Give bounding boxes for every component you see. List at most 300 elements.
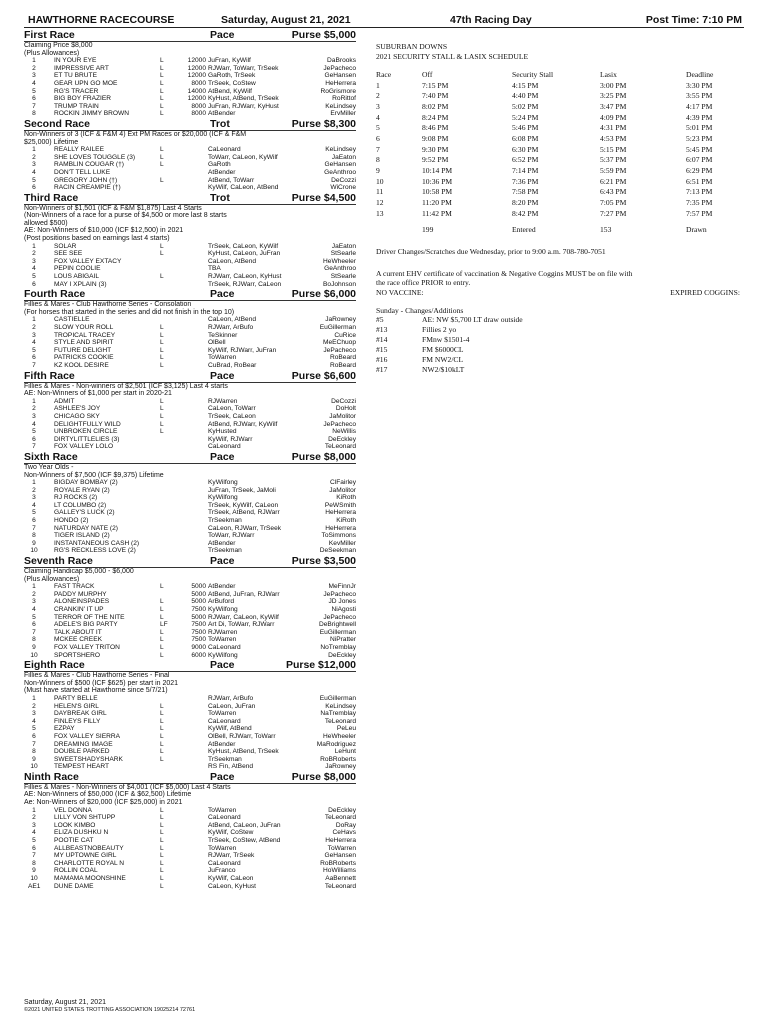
post-position: 4 <box>32 168 36 176</box>
drivers: AtBender <box>208 110 236 118</box>
race-number: #15 <box>376 345 388 355</box>
trainer: GeAnthroo <box>324 265 356 273</box>
horse-name: FOX VALLEY LOLO <box>54 443 114 451</box>
schedule-cell: 7:05 PM <box>600 198 627 208</box>
entry-row <box>24 354 356 362</box>
medication: L <box>160 628 164 636</box>
change-description: FMnw $1501-4 <box>422 335 470 345</box>
entry-row <box>24 652 356 660</box>
medication: L <box>160 102 164 110</box>
drivers: ArBuford <box>208 598 235 606</box>
trainer: WiCrone <box>330 184 356 192</box>
drivers: AtBender <box>208 168 236 176</box>
horse-name: MAMAMA MOONSHINE <box>54 875 126 882</box>
race-gait: Pace <box>210 659 235 672</box>
race-name: Third Race <box>24 191 79 204</box>
change-description: FM NW2/CL <box>422 355 464 365</box>
post-position: 1 <box>32 694 36 702</box>
race-name: Sixth Race <box>24 450 78 463</box>
ehv-note-line1: A current EHV certificate of vaccination & Negative Coggins MUST be on file with <box>376 268 633 278</box>
drivers: TrSeek, KyWilf, CaLeon <box>208 501 279 509</box>
claim-price: 14000 <box>187 87 206 95</box>
post-position: 1 <box>32 146 36 154</box>
entry-row <box>24 852 356 860</box>
entry-row <box>24 598 356 606</box>
claim-price: 12000 <box>187 72 206 80</box>
sunday-change-row <box>376 335 746 345</box>
medication: L <box>160 717 164 725</box>
medication: L <box>160 324 164 331</box>
entry-row <box>24 161 356 169</box>
trainer: RoBRoberts <box>320 755 356 763</box>
claim-price: 5000 <box>191 613 206 621</box>
post-position: 3 <box>32 710 36 718</box>
claim-price: 12000 <box>187 64 206 72</box>
medication: L <box>160 242 164 250</box>
post-position: 6 <box>32 354 36 362</box>
schedule-cell: 9:30 PM <box>422 144 449 154</box>
post-position: 5 <box>32 428 36 436</box>
trainer: StSearle <box>330 273 356 281</box>
schedule-cell: 10:58 PM <box>422 187 453 197</box>
entry-row <box>24 741 356 749</box>
schedule-cell: 9:08 PM <box>422 133 449 143</box>
post-position: 5 <box>32 837 36 845</box>
medication: L <box>160 361 164 369</box>
entry-row <box>24 837 356 845</box>
horse-name: RAMBLIN COUGAR (†) <box>54 161 124 169</box>
drivers: TrSeek, CoStew <box>208 79 256 87</box>
race-gait: Pace <box>210 770 235 783</box>
horse-name: GREGORY JOHN (†) <box>54 176 118 184</box>
schedule-cell: 7 <box>376 144 380 154</box>
trainer: KiRoth <box>336 494 356 502</box>
medication: L <box>160 428 164 436</box>
entry-row <box>24 502 356 510</box>
trainer: HeHerrera <box>325 837 356 845</box>
schedule-column-header: Lasix <box>600 69 617 79</box>
entry-row <box>24 177 356 185</box>
sunday-change-row <box>376 315 746 325</box>
entry-row <box>24 243 356 251</box>
schedule-cell: 3 <box>376 101 380 111</box>
schedule-cell: 4:40 PM <box>512 91 539 101</box>
drivers: KyWilf, RJWarr <box>208 435 253 443</box>
drivers: KyWilf, CoStew <box>208 829 254 837</box>
race-number: #13 <box>376 325 388 335</box>
horse-name: TALK ABOUT IT <box>54 628 102 636</box>
post-position: 9 <box>32 539 36 547</box>
entry-row <box>24 532 356 540</box>
trainer: HeHerrera <box>325 79 356 87</box>
post-position: 9 <box>32 643 36 651</box>
schedule-cell: 7:57 PM <box>686 208 713 218</box>
trainer: ToWarren <box>327 844 356 852</box>
race-conditions: Fillies & Mares - Non-winners of $2,501 (ICF $3,125) Last 4 starts AE: Non-Winners of $1,000 per start in 2020-21 <box>24 382 228 398</box>
entry-row <box>24 184 356 192</box>
medication: L <box>160 273 164 281</box>
drivers: ToWarren <box>208 710 237 718</box>
race-block <box>24 659 356 771</box>
schedule-total-cell: 153 <box>600 225 612 235</box>
race-heading <box>24 451 356 464</box>
horse-name: IMPRESSIVE ART <box>54 64 109 72</box>
drivers: RS Fin, AtBend <box>208 763 254 771</box>
entry-row <box>24 479 356 487</box>
trainer: DaBrooks <box>327 57 356 65</box>
schedule-cell: 4:17 PM <box>686 101 713 111</box>
drivers: AtBender <box>208 740 236 748</box>
medication: L <box>160 405 164 413</box>
entry-row <box>24 591 356 599</box>
drivers: RJWarr, CaLeon, KyHust <box>208 273 282 281</box>
trainer: DeSeekman <box>319 547 356 555</box>
entry-row <box>24 883 356 891</box>
drivers: TrSeekman <box>208 755 242 763</box>
horse-name: UNBROKEN CIRCLE <box>54 428 118 436</box>
drivers: KyHust, AtBend, TrSeek <box>208 748 279 756</box>
post-position: AE1 <box>28 882 41 890</box>
horse-name: SHE LOVES TOUGGLE (3) <box>54 153 136 161</box>
entry-row <box>24 281 356 289</box>
sunday-change-row <box>376 345 746 355</box>
horse-name: SOLAR <box>54 242 77 250</box>
trainer: KevMiller <box>328 539 356 547</box>
post-position: 3 <box>32 494 36 502</box>
schedule-total-cell <box>376 225 422 236</box>
post-position: 8 <box>32 748 36 756</box>
schedule-cell: 3:55 PM <box>686 91 713 101</box>
trainer: JaEaton <box>331 242 356 250</box>
horse-name: CHARLOTTE ROYAL N <box>54 859 124 867</box>
race-purse: Purse $8,000 <box>291 450 356 463</box>
schedule-total-cell: Entered <box>512 225 536 235</box>
post-time: Post Time: 7:10 PM <box>645 14 742 26</box>
medication: L <box>160 57 164 65</box>
schedule-cell: 5:59 PM <box>600 166 627 176</box>
claim-price: 7500 <box>191 606 206 613</box>
trainer: EuGillerman <box>319 628 356 636</box>
post-position: 5 <box>32 273 36 281</box>
entry-row <box>24 860 356 868</box>
horse-name: ADELE'S BIG PARTY <box>54 621 118 629</box>
schedule-table <box>376 69 746 235</box>
post-position: 7 <box>32 852 36 860</box>
trainer: EuGillerman <box>319 324 356 331</box>
horse-name: FOX VALLEY TRITON <box>54 643 120 651</box>
claim-price: 7500 <box>191 636 206 644</box>
schedule-cell: 9:52 PM <box>422 155 449 165</box>
trainer: RoGrismore <box>320 87 356 95</box>
entry-row <box>24 146 356 154</box>
post-position: 4 <box>32 79 36 87</box>
footer <box>24 999 195 1013</box>
schedule-cell: 3:00 PM <box>600 80 627 90</box>
post-position: 5 <box>32 613 36 621</box>
horse-name: LILLY VON SHTUPP <box>54 814 116 822</box>
post-position: 3 <box>32 72 36 80</box>
entry-row <box>24 614 356 622</box>
entry-row <box>24 273 356 281</box>
trainer: CuRice <box>334 331 356 339</box>
entry-row <box>24 436 356 444</box>
entry-row <box>24 517 356 525</box>
post-position: 3 <box>32 598 36 606</box>
schedule-cell: 7:15 PM <box>422 80 449 90</box>
medication: L <box>160 755 164 763</box>
race-purse: Purse $6,600 <box>291 369 356 382</box>
trainer: JePacheco <box>323 64 356 72</box>
schedule-cell: 11 <box>376 187 384 197</box>
race-gait: Trot <box>210 191 230 204</box>
drivers: AtBender <box>208 539 236 547</box>
post-position: 3 <box>32 821 36 829</box>
horse-name: DOUBLE PARKED <box>54 748 110 756</box>
entry-row <box>24 443 356 451</box>
race-gait: Pace <box>210 29 235 41</box>
race-heading <box>24 555 356 568</box>
post-position: 5 <box>32 176 36 184</box>
drivers: KyWilfong <box>208 651 238 659</box>
race-heading <box>24 192 356 205</box>
drivers: CaLeonard <box>208 146 241 154</box>
horse-name: IN YOUR EYE <box>54 57 97 65</box>
schedule-cell: 5:01 PM <box>686 123 713 133</box>
entry-row <box>24 332 356 340</box>
racing-day: 47th Racing Day <box>450 14 532 26</box>
schedule-cell: 3:30 PM <box>686 80 713 90</box>
entry-row <box>24 487 356 495</box>
post-position: 7 <box>32 361 36 369</box>
trainer: NeWillis <box>332 428 356 436</box>
drivers: KyWilfong <box>208 606 238 613</box>
medication: L <box>160 867 164 875</box>
schedule-cell: 6:52 PM <box>512 155 539 165</box>
no-vaccine-label: NO VACCINE: <box>376 287 424 297</box>
post-position: 5 <box>32 725 36 733</box>
trainer: ToSimmons <box>321 532 356 540</box>
trainer: JePacheco <box>323 346 356 354</box>
schedule-cell: 7:14 PM <box>512 166 539 176</box>
drivers: RJWarr, CaLeon, KyWilf <box>208 613 279 621</box>
schedule-cell: 11:42 PM <box>422 208 452 218</box>
medication: L <box>160 346 164 354</box>
entry-row <box>24 748 356 756</box>
race-entries-column <box>24 29 356 890</box>
drivers: TrSeek, RJWarr, CaLeon <box>208 280 282 288</box>
post-position: 3 <box>32 412 36 420</box>
trainer: GeAnthroo <box>324 168 356 176</box>
drivers: OlBell <box>208 339 226 347</box>
horse-name: TRUMP TRAIN <box>54 102 99 110</box>
post-position: 6 <box>32 517 36 525</box>
drivers: KyWilf, CaLeon <box>208 875 254 882</box>
post-position: 6 <box>32 435 36 443</box>
horse-name: PARTY BELLE <box>54 694 98 702</box>
claim-price: 8000 <box>191 102 206 110</box>
drivers: CaLeon, JuFran <box>208 702 256 710</box>
trainer: NiPratter <box>329 636 356 644</box>
race-block <box>24 29 356 118</box>
post-position: 2 <box>32 250 36 258</box>
race-gait: Pace <box>210 555 235 568</box>
schedule-cell: 4 <box>376 112 380 122</box>
race-number: #17 <box>376 365 388 375</box>
entry-row <box>24 718 356 726</box>
drivers: CaLeonard <box>208 717 241 725</box>
trainer: TeLeonard <box>324 717 356 725</box>
medication: L <box>160 412 164 420</box>
post-position: 2 <box>32 486 36 494</box>
horse-name: LOOK KIMBO <box>54 821 96 829</box>
race-purse: Purse $8,300 <box>291 117 356 130</box>
post-position: 2 <box>32 702 36 710</box>
drivers: ToWarren <box>208 354 237 362</box>
schedule-column-header: Security Stall <box>512 69 554 79</box>
post-position: 2 <box>32 590 36 598</box>
schedule-cell: 7:35 PM <box>686 198 713 208</box>
schedule-cell: 5:24 PM <box>512 112 539 122</box>
entry-row <box>24 339 356 347</box>
medication: L <box>160 814 164 822</box>
entry-row <box>24 695 356 703</box>
drivers: TrSeekman <box>208 517 242 525</box>
claim-price: 7500 <box>191 621 206 629</box>
post-position: 6 <box>32 95 36 103</box>
trainer: RoBeard <box>329 354 356 362</box>
post-position: 3 <box>32 161 36 169</box>
page-header <box>24 14 744 28</box>
drivers: Art Di, ToWarr, RJWarr <box>208 621 275 629</box>
trainer: KeLindsey <box>325 146 356 154</box>
schedule-cell: 6 <box>376 133 380 143</box>
schedule-cell: 10 <box>376 176 384 186</box>
change-description: Fillies 2 yo <box>422 325 457 335</box>
medication: L <box>160 153 164 161</box>
drivers: KyWilfong <box>208 479 238 487</box>
entry-row <box>24 629 356 637</box>
horse-name: EZPAY <box>54 725 75 733</box>
entry-row <box>24 250 356 258</box>
medication: L <box>160 79 164 87</box>
medication: L <box>160 161 164 169</box>
schedule-cell: 13 <box>376 208 384 218</box>
schedule-cell: 7:36 PM <box>512 176 539 186</box>
entry-row <box>24 814 356 822</box>
post-position: 3 <box>32 257 36 265</box>
race-gait: Pace <box>210 288 235 301</box>
horse-name: GEAR UPN GO MOE <box>54 79 118 87</box>
post-position: 9 <box>32 755 36 763</box>
schedule-cell: 8:02 PM <box>422 101 449 111</box>
horse-name: RG'S TRACER <box>54 87 99 95</box>
race-name: First Race <box>24 29 75 41</box>
schedule-cell: 1 <box>376 80 380 90</box>
trainer: GeHansen <box>324 161 356 169</box>
horse-name: ALLBEASTNOBEAUTY <box>54 844 124 852</box>
drivers: TeSkinner <box>208 331 238 339</box>
post-position: 5 <box>32 346 36 354</box>
horse-name: ROCKIN JIMMY BROWN <box>54 110 129 118</box>
footer-date: Saturday, August 21, 2021 <box>24 999 106 1006</box>
entry-row <box>24 265 356 273</box>
entry-row <box>24 829 356 837</box>
race-conditions: Non-Winners of $1,501 (ICF & F&M $1,875) Last 4 Starts (Non-Winners of a race for a purse of $4,500 or more last 8 starts allowed $500) AE: Non-Winners of $10,000 (ICF $12,500) in 2021 (Post positions based on earnings last 4 starts) <box>24 204 227 243</box>
trainer: DoHolt <box>335 405 356 413</box>
post-position: 4 <box>32 265 36 273</box>
entry-row <box>24 525 356 533</box>
entry-row <box>24 867 356 875</box>
entry-row <box>24 703 356 711</box>
drivers: KyHust, AtBend, TrSeek <box>208 95 279 103</box>
race-block <box>24 288 356 369</box>
horse-name: POOTIE CAT <box>54 837 94 845</box>
horse-name: ROLLIN COAL <box>54 867 98 875</box>
schedule-row <box>376 187 746 198</box>
horse-name: BIG BOY FRAZIER <box>54 95 112 103</box>
drivers: AtBend, KyWilf <box>208 87 252 95</box>
track-name: HAWTHORNE RACECOURSE <box>28 14 175 26</box>
schedule-row <box>376 144 746 155</box>
schedule-cell: 4:15 PM <box>512 80 539 90</box>
horse-name: MCKEE CREEK <box>54 636 102 644</box>
sunday-change-row <box>376 325 746 335</box>
trainer: JePacheco <box>323 613 356 621</box>
trainer: HeHerrera <box>325 524 356 532</box>
post-position: 1 <box>32 57 36 65</box>
schedule-cell: 6:51 PM <box>686 176 713 186</box>
schedule-cell: 5:02 PM <box>512 101 539 111</box>
drivers: CaLeon, AtBend <box>208 316 257 324</box>
drivers: ToWarren <box>208 636 237 644</box>
race-block <box>24 118 356 192</box>
post-position: 6 <box>32 732 36 740</box>
trainer: HeWheeler <box>323 732 356 740</box>
race-name: Second Race <box>24 117 90 130</box>
entry-row <box>24 509 356 517</box>
race-purse: Purse $4,500 <box>291 191 356 204</box>
trainer: HeHerrera <box>325 509 356 517</box>
medication: L <box>160 821 164 829</box>
drivers: ToWarren <box>208 844 237 852</box>
claim-price: 8000 <box>191 79 206 87</box>
horse-name: HONDO (2) <box>54 517 89 525</box>
drivers: KyWilfong <box>208 494 238 502</box>
horse-name: DUNE DAME <box>54 882 94 890</box>
claim-price: 5000 <box>191 598 206 606</box>
horse-name: PEPIN COOLIE <box>54 265 101 273</box>
schedule-cell: 5:15 PM <box>600 144 627 154</box>
entry-row <box>24 72 356 80</box>
entry-row <box>24 103 356 111</box>
race-name: Seventh Race <box>24 555 93 568</box>
trainer: NiAgosti <box>331 606 356 613</box>
race-conditions: Two Year Olds - Non-Winners of $7,500 (ICF $9,375) Lifetime <box>24 463 164 479</box>
post-position: 10 <box>30 547 38 555</box>
trainer: JaEaton <box>331 153 356 161</box>
schedule-cell: 5:23 PM <box>686 133 713 143</box>
horse-name: DAYBREAK GIRL <box>54 710 107 718</box>
claim-price: 7500 <box>191 628 206 636</box>
horse-name: DIRTYLITTLELIES (3) <box>54 435 120 443</box>
race-conditions: Claiming Handicap $5,000 - $6,000 (Plus Allowances) <box>24 568 134 583</box>
post-position: 6 <box>32 621 36 629</box>
drivers: RJWarr, ArBufo <box>208 694 254 702</box>
medication: L <box>160 397 164 405</box>
schedule-cell: 5:45 PM <box>686 144 713 154</box>
post-position: 2 <box>32 64 36 72</box>
post-position: 5 <box>32 509 36 517</box>
